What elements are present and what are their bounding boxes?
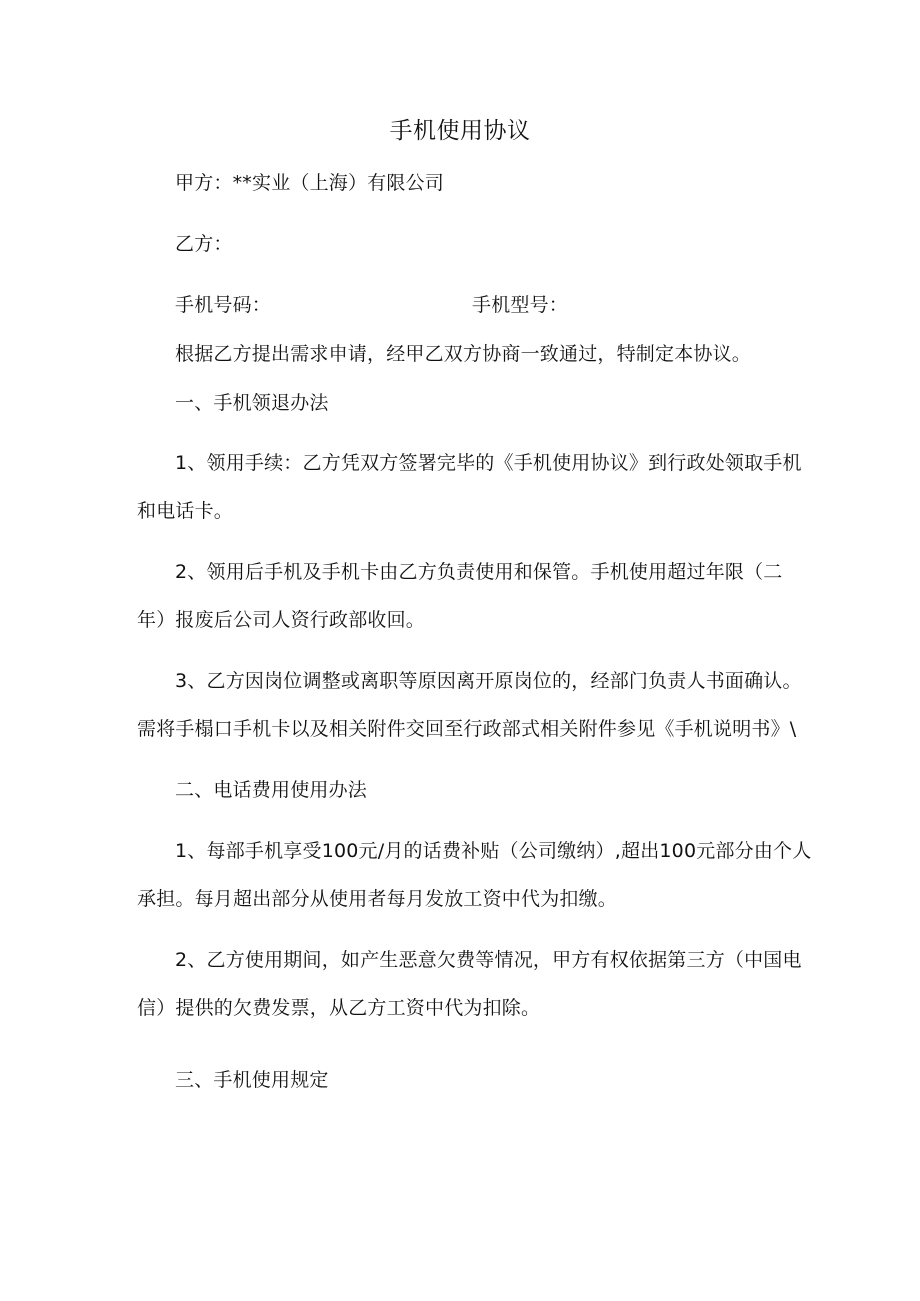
party-a-line: 甲方：**实业（上海）有限公司 (175, 172, 445, 194)
section-1-item-2-line-1: 2、领用后手机及手机卡由乙方负责使用和保管。手机使用超过年限（二 (175, 561, 783, 583)
section-1-heading: 一、手机领退办法 (175, 392, 329, 414)
section-2-heading: 二、电话费用使用办法 (175, 779, 368, 801)
section-3-heading: 三、手机使用规定 (175, 1069, 329, 1091)
intro-paragraph: 根据乙方提出需求申请，经甲乙双方协商一致通过，特制定本协议。 (175, 343, 752, 365)
section-1-item-1-line-2: 和电话卡。 (137, 500, 234, 522)
section-1-item-1-line-1: 1、领用手续：乙方凭双方签署完毕的《手机使用协议》到行政处领取手机 (175, 452, 802, 474)
document-title: 手机使用协议 (389, 118, 531, 144)
section-1-item-3-line-2: 需将手榻口手机卡以及相关附件交回至行政部式相关附件参见《手机说明书》\ (137, 718, 797, 740)
section-2-item-2-line-2: 信）提供的欠费发票，从乙方工资中代为扣除。 (137, 997, 541, 1019)
phone-number-label: 手机号码： (175, 294, 272, 316)
section-2-item-1-line-2: 承担。每月超出部分从使用者每月发放工资中代为扣缴。 (137, 888, 618, 910)
section-2-item-2-line-1: 2、乙方使用期间，如产生恶意欠费等情况，甲方有权依据第三方（中国电 (175, 949, 802, 971)
party-b-line: 乙方： (175, 233, 233, 255)
section-2-item-1-line-1: 1、每部手机享受100元/月的话费补贴（公司缴纳）,超出100元部分由个人 (175, 840, 812, 862)
phone-model-label: 手机型号： (472, 294, 569, 316)
section-1-item-2-line-2: 年）报废后公司人资行政部收回。 (137, 609, 426, 631)
section-1-item-3-line-1: 3、乙方因岗位调整或离职等原因离开原岗位的，经部门负责人书面确认。 (175, 670, 802, 692)
